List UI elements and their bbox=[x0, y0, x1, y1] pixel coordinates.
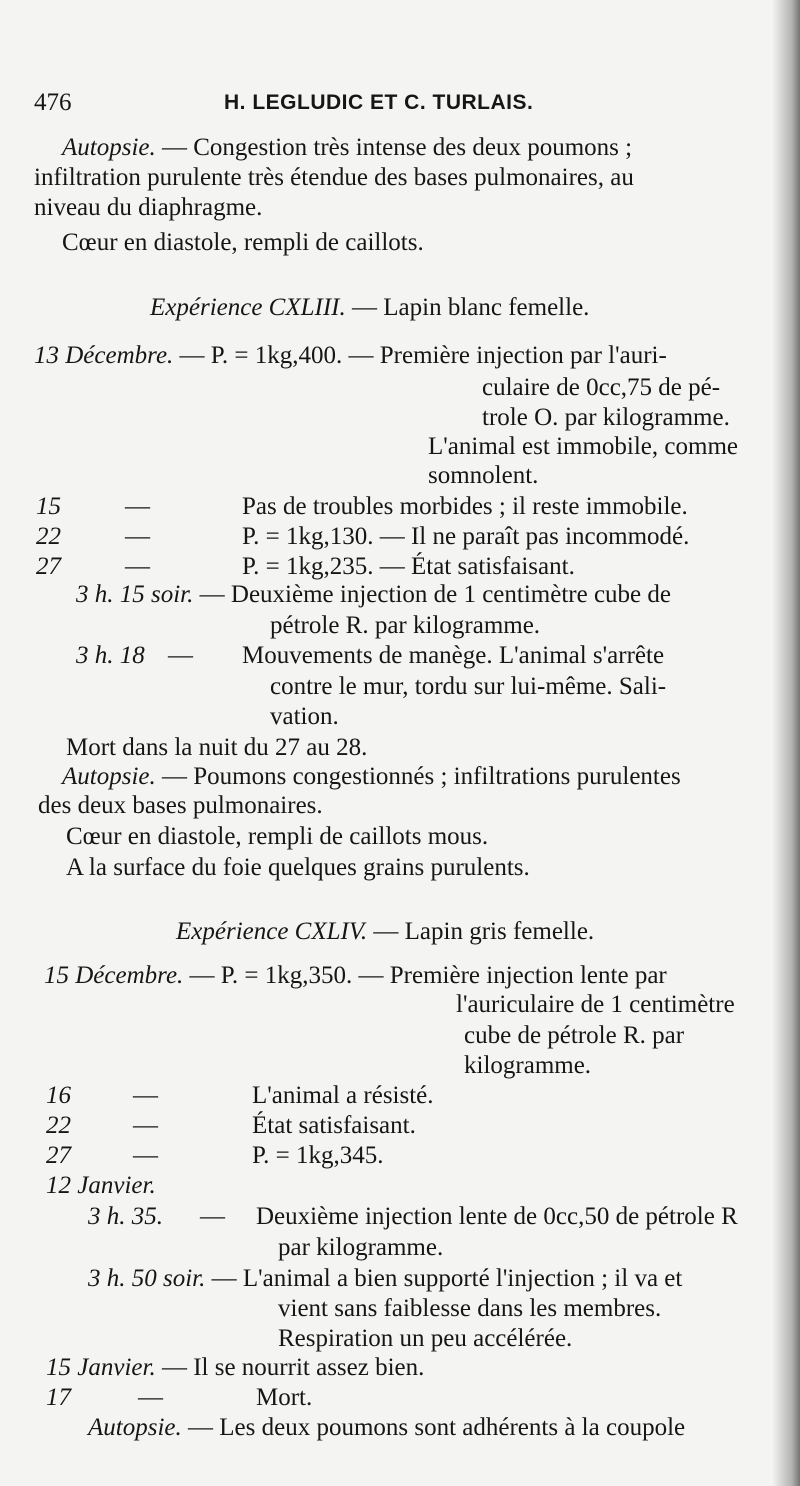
autopsy-paragraph-3 bbox=[88, 1413, 685, 1443]
autopsy-label: Autopsie. bbox=[62, 134, 156, 161]
experiment-heading-cxliv bbox=[176, 917, 594, 947]
log-entry bbox=[44, 961, 667, 991]
entry-time: 3 h. 18 bbox=[76, 642, 145, 669]
experiment-subject: — Lapin gris femelle. bbox=[367, 918, 595, 945]
entry-continuation: kilogramme. bbox=[464, 1052, 592, 1079]
entry-date: 12 Janvier. bbox=[46, 1172, 156, 1199]
entry-text: — P. = 1kg,350. — Première injection lente par bbox=[183, 962, 667, 989]
entry-text: Mort. bbox=[256, 1384, 313, 1411]
experiment-title: Expérience CXLIV. bbox=[176, 918, 368, 945]
autopsy-text: — Congestion très intense des deux poumons ; bbox=[155, 134, 633, 161]
experiment-subject: — Lapin blanc femelle. bbox=[345, 294, 590, 321]
page-number: 476 bbox=[34, 89, 72, 116]
entry-text: Deuxième injection lente de 0cc,50 de pétrole R bbox=[256, 1203, 738, 1230]
running-title: H. LEGLUDIC ET C. TURLAIS. bbox=[224, 91, 534, 114]
ditto-dash: — bbox=[125, 493, 150, 520]
entry-text: L'animal a résisté. bbox=[252, 1082, 434, 1109]
entry-text: Mouvements de manège. L'animal s'arrête bbox=[242, 642, 665, 669]
autopsy-text: — Les deux poumons sont adhérents à la coupole bbox=[181, 1414, 686, 1441]
experiment-heading-cxliii bbox=[150, 293, 589, 323]
entry-time: 3 h. 50 soir. bbox=[88, 1265, 206, 1292]
log-entry bbox=[76, 580, 671, 610]
entry-text: P. = 1kg,235. — État satisfaisant. bbox=[242, 553, 575, 580]
ditto-dash: — bbox=[138, 1384, 163, 1411]
log-entry bbox=[46, 1353, 424, 1383]
text-line: infiltration purulente très étendue des bases pulmonaires, au bbox=[34, 164, 634, 191]
ditto-dash: — bbox=[125, 553, 150, 580]
text-line: des deux bases pulmonaires. bbox=[38, 792, 323, 819]
entry-text: — Il se nourrit assez bien. bbox=[155, 1354, 425, 1381]
autopsy-label: Autopsie. bbox=[62, 763, 156, 790]
entry-continuation: culaire de 0cc,75 de pé- bbox=[482, 374, 721, 401]
ditto-dash: — bbox=[125, 523, 150, 550]
ditto-dash: — bbox=[133, 1112, 158, 1139]
entry-continuation: cube de pétrole R. par bbox=[464, 1022, 685, 1049]
autopsy-text: — Poumons congestionnés ; infiltrations purulentes bbox=[155, 763, 681, 790]
entry-date: 22 bbox=[46, 1112, 71, 1139]
entry-date: 17 bbox=[46, 1384, 71, 1411]
entry-date: 15 Décembre. bbox=[44, 962, 184, 989]
entry-continuation: Respiration un peu accélérée. bbox=[278, 1325, 573, 1352]
entry-text: P. = 1kg,345. bbox=[252, 1142, 384, 1169]
entry-continuation: contre le mur, tordu sur lui-même. Sali- bbox=[270, 673, 667, 700]
page-edge-shadow bbox=[772, 0, 800, 1486]
entry-date: 15 bbox=[36, 493, 61, 520]
entry-text: P. = 1kg,130. — Il ne paraît pas incommodé. bbox=[242, 523, 690, 550]
text-line: niveau du diaphragme. bbox=[34, 194, 263, 221]
entry-date: 22 bbox=[36, 523, 61, 550]
death-note: Mort dans la nuit du 27 au 28. bbox=[66, 734, 368, 761]
ditto-dash: — bbox=[168, 642, 193, 669]
entry-date: 16 bbox=[46, 1082, 71, 1109]
entry-text: Pas de troubles morbides ; il reste immobile. bbox=[242, 493, 688, 520]
entry-text: — P. = 1kg,400. — Première injection par l'auri- bbox=[173, 342, 667, 369]
entry-continuation: vation. bbox=[270, 703, 339, 730]
entry-text: — Deuxième injection de 1 centimètre cube de bbox=[193, 581, 671, 608]
ditto-dash: — bbox=[200, 1203, 225, 1230]
log-entry bbox=[34, 341, 667, 371]
entry-continuation: trole O. par kilogramme. bbox=[482, 404, 730, 431]
entry-date: 15 Janvier. bbox=[46, 1354, 156, 1381]
autopsy-label: Autopsie. bbox=[88, 1414, 182, 1441]
entry-continuation: L'animal est immobile, comme bbox=[428, 433, 738, 460]
entry-text: État satisfaisant. bbox=[252, 1112, 416, 1139]
ditto-dash: — bbox=[133, 1142, 158, 1169]
entry-time: 3 h. 15 soir. bbox=[76, 581, 194, 608]
entry-continuation: l'auriculaire de 1 centimètre bbox=[456, 991, 735, 1018]
text-line: A la surface du foie quelques grains purulents. bbox=[66, 854, 530, 881]
autopsy-paragraph-1 bbox=[62, 133, 632, 163]
text-line: Cœur en diastole, rempli de caillots. bbox=[62, 229, 424, 256]
entry-continuation: somnolent. bbox=[428, 462, 539, 489]
entry-text: — L'animal a bien supporté l'injection ; il va et bbox=[205, 1265, 683, 1292]
entry-continuation: vient sans faiblesse dans les membres. bbox=[278, 1295, 662, 1322]
entry-date: 13 Décembre. bbox=[34, 342, 174, 369]
entry-continuation: par kilogramme. bbox=[278, 1234, 444, 1261]
entry-date: 27 bbox=[36, 553, 61, 580]
text-line: Cœur en diastole, rempli de caillots mous. bbox=[66, 823, 489, 850]
experiment-title: Expérience CXLIII. bbox=[150, 294, 346, 321]
entry-continuation: pétrole R. par kilogramme. bbox=[270, 612, 541, 639]
entry-time: 3 h. 35. bbox=[88, 1203, 163, 1230]
ditto-dash: — bbox=[133, 1082, 158, 1109]
autopsy-paragraph-2 bbox=[62, 762, 681, 792]
entry-date: 27 bbox=[46, 1142, 71, 1169]
log-entry bbox=[88, 1264, 682, 1294]
